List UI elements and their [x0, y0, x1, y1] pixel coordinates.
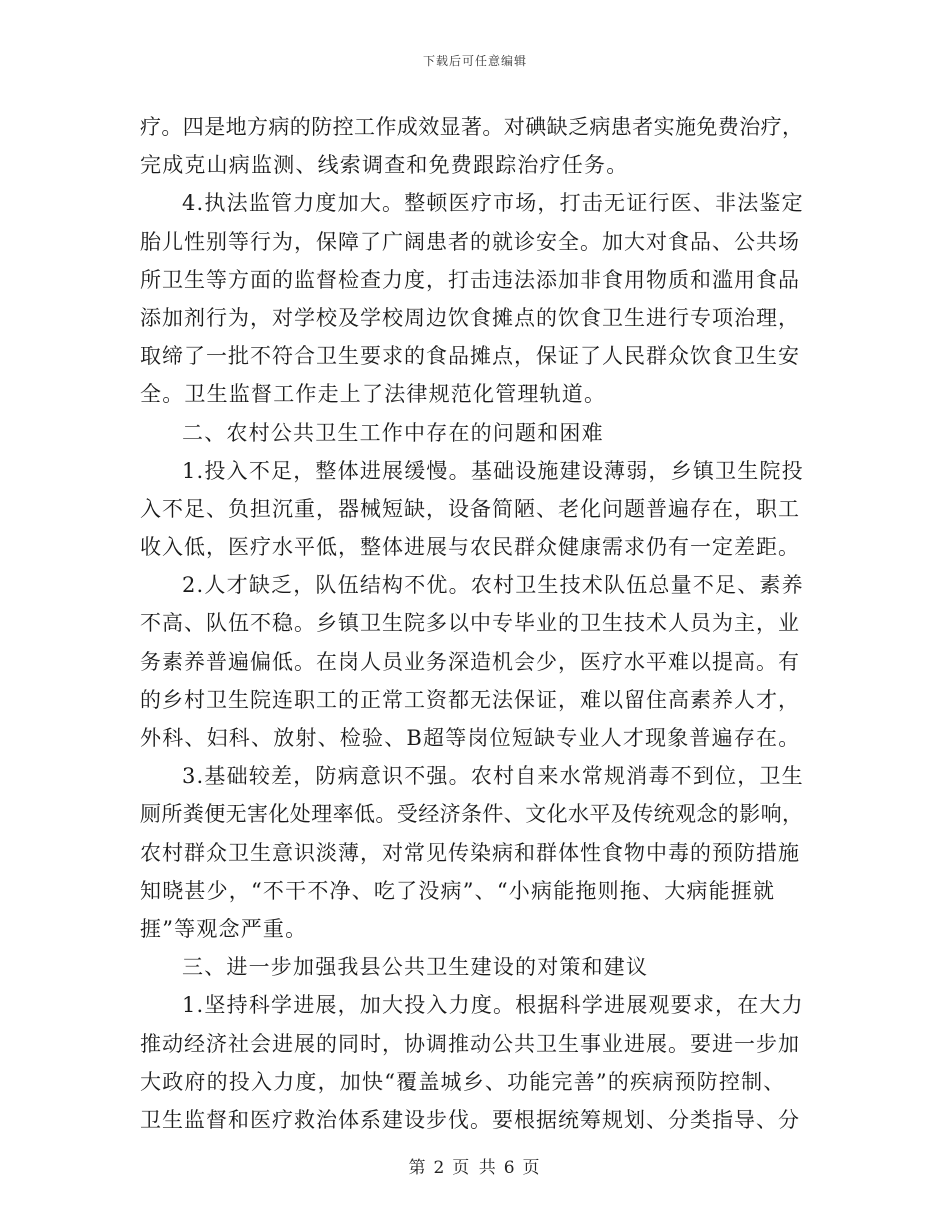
- page-header: 下载后可任意编辑: [422, 54, 527, 68]
- paragraph-line: 入不足、负担沉重，器械短缺，设备简陋、老化问题普遍存在，职工: [140, 496, 800, 521]
- paragraph-first-line: 三、进一步加强我县公共卫生建设的对策和建议: [182, 955, 649, 980]
- paragraph-first-line: 1.坚持科学进展，加大投入力度。根据科学进展观要求，在大力: [182, 993, 804, 1018]
- paragraph-line: 农村群众卫生意识淡薄，对常见传染病和群体性食物中毒的预防措施: [140, 840, 800, 865]
- footer-total-pages: 6: [503, 1158, 517, 1178]
- paragraph-line: 所卫生等方面的监督检查力度，打击违法添加非食用物质和滥用食品: [140, 267, 800, 292]
- footer-suffix: 页: [522, 1158, 542, 1178]
- paragraph-line: 添加剂行为，对学校及学校周边饮食摊点的饮食卫生进行专项治理，: [140, 305, 800, 330]
- document-body: [140, 108, 804, 1139]
- paragraph-line: 推动经济社会进展的同时，协调推动公共卫生事业进展。要进一步加: [140, 1031, 800, 1056]
- footer-page-number: 2: [433, 1158, 447, 1178]
- footer-prefix: 第: [408, 1158, 428, 1178]
- paragraph-line: 胎儿性别等行为，保障了广阔患者的就诊安全。加大对食品、公共场: [140, 229, 800, 254]
- paragraph-line: 全。卫生监督工作走上了法律规范化管理轨道。: [140, 382, 607, 407]
- paragraph-line: 知晓甚少，“不干不净、吃了没病”、“小病能拖则拖、大病能捱就: [140, 878, 776, 903]
- paragraph-first-line: 3.基础较差，防病意识不强。农村自来水常规消毒不到位，卫生: [182, 764, 804, 789]
- paragraph-line: 捱”等观念严重。: [140, 916, 308, 941]
- paragraph-line: 收入低，医疗水平低，整体进展与农民群众健康需求仍有一定差距。: [140, 535, 800, 560]
- footer-middle: 页 共: [452, 1158, 498, 1178]
- paragraph-line: 取缔了一批不符合卫生要求的食品摊点，保证了人民群众饮食卫生安: [140, 344, 800, 369]
- paragraph-first-line: 二、农村公共卫生工作中存在的问题和困难: [182, 420, 604, 445]
- paragraph-line: 的乡村卫生院连职工的正常工资都无法保证，难以留住高素养人才，: [140, 687, 800, 712]
- paragraph-first-line: 1.投入不足，整体进展缓慢。基础设施建设薄弱，乡镇卫生院投: [182, 458, 804, 483]
- paragraph-first-line: 2.人才缺乏，队伍结构不优。农村卫生技术队伍总量不足、素养: [182, 573, 804, 598]
- paragraph-line: 卫生监督和医疗救治体系建设步伐。要根据统筹规划、分类指导、分: [140, 1107, 800, 1132]
- paragraph-line: 厕所粪便无害化处理率低。受经济条件、文化水平及传统观念的影响，: [140, 802, 804, 827]
- paragraph-line: 务素养普遍偏低。在岗人员业务深造机会少，医疗水平难以提高。有: [140, 649, 800, 674]
- paragraph-line: 疗。四是地方病的防控工作成效显著。对碘缺乏病患者实施免费治疗，: [140, 115, 804, 139]
- paragraph-first-line: 4.执法监管力度加大。整顿医疗市场，打击无证行医、非法鉴定: [182, 191, 804, 216]
- paragraph-line: 不高、队伍不稳。乡镇卫生院多以中专毕业的卫生技术人员为主，业: [140, 611, 800, 636]
- paragraph-line: 外科、妇科、放射、检验、B超等岗位短缺专业人才现象普遍存在。: [140, 726, 801, 750]
- paragraph-line: 完成克山病监测、线索调查和免费跟踪治疗任务。: [140, 153, 629, 178]
- page-footer: [0, 1153, 950, 1178]
- paragraph-line: 大政府的投入力度，加快“覆盖城乡、功能完善”的疾病预防控制、: [140, 1069, 786, 1094]
